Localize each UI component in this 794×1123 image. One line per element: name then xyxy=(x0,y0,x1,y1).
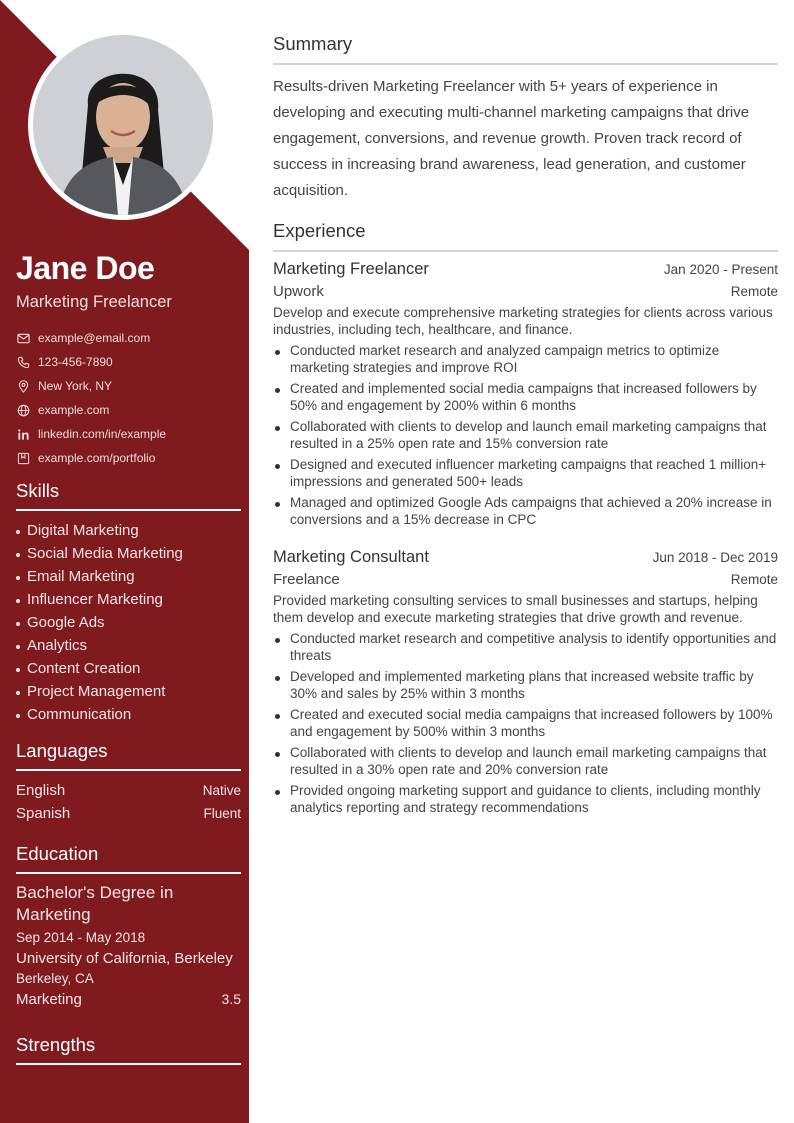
contact-email-text: example@email.com xyxy=(38,331,151,345)
language-level: Native xyxy=(202,783,241,798)
experience-entry xyxy=(273,548,778,820)
education-school: University of California, Berkeley xyxy=(16,950,233,967)
job-role: Marketing Consultant xyxy=(273,548,429,566)
job-description: Provided marketing consulting services to small businesses and startups, helping them develop and execute marketing strategies that drive growth and revenue. xyxy=(273,593,758,625)
job-bullet: Designed and executed influencer marketing campaigns that reached 1 million+ impressions and generated 500+ leads xyxy=(273,456,778,490)
education-location: Berkeley, CA xyxy=(16,971,94,986)
language-name: English xyxy=(16,782,66,799)
language-row xyxy=(16,779,241,802)
skills-heading: Skills xyxy=(16,480,241,511)
education-dates: Sep 2014 - May 2018 xyxy=(16,930,146,945)
language-row xyxy=(16,802,241,825)
job-location: Remote xyxy=(730,284,778,299)
education-degree: Bachelor's Degree in Marketing xyxy=(16,883,174,924)
job-bullet: Collaborated with clients to develop and launch email marketing campaigns that resulted in a 30% open rate and 20% conversion rate xyxy=(273,744,778,778)
summary-text: Results-driven Marketing Freelancer with 5+ years of experience in developing and executing multi-channel marketing campaigns that drive engagement, conversions, and revenue growth. Proven track record of success in increasing brand awareness, lead generation, and customer acquisition. xyxy=(273,78,750,199)
job-bullets xyxy=(273,342,778,528)
job-bullet: Created and implemented social media campaigns that increased followers by 50% and engagement by 200% within 6 months xyxy=(273,380,778,414)
languages-list xyxy=(16,779,241,825)
language-name: Spanish xyxy=(16,805,71,822)
education-heading: Education xyxy=(16,843,241,874)
contact-linkedin-text: linkedin.com/in/example xyxy=(38,427,167,441)
skill-item: Social Media Marketing xyxy=(16,542,241,565)
portfolio-icon xyxy=(16,451,30,465)
contact-portfolio-text: example.com/portfolio xyxy=(38,451,156,465)
job-bullet: Developed and implemented marketing plans that increased website traffic by 30% and sales by 25% within 3 months xyxy=(273,668,778,702)
contact-phone-text: 123-456-7890 xyxy=(38,355,113,369)
summary-heading: Summary xyxy=(273,33,778,65)
contact-website-text: example.com xyxy=(38,403,110,417)
experience-entry xyxy=(273,260,778,532)
language-level: Fluent xyxy=(203,806,241,821)
contact-email[interactable] xyxy=(16,326,241,350)
job-bullet: Created and executed social media campaigns that increased followers by 100% and engagement by 500% within 3 months xyxy=(273,706,778,740)
job-bullet: Managed and optimized Google Ads campaigns that achieved a 20% increase in conversions and a 15% decrease in CPC xyxy=(273,494,778,528)
mail-icon xyxy=(16,331,30,345)
education-gpa: 3.5 xyxy=(221,991,241,1007)
contact-location xyxy=(16,374,241,398)
skill-item: Google Ads xyxy=(16,611,241,634)
linkedin-icon xyxy=(16,427,30,441)
contact-linkedin[interactable] xyxy=(16,422,241,446)
job-company: Upwork xyxy=(273,283,324,300)
skill-item: Digital Marketing xyxy=(16,519,241,542)
skill-item: Email Marketing xyxy=(16,565,241,588)
job-dates: Jan 2020 - Present xyxy=(663,262,778,277)
education-field: Marketing xyxy=(16,991,82,1008)
job-bullet: Provided ongoing marketing support and guidance to clients, including monthly analytics reporting and strategy recommendations xyxy=(273,782,778,816)
job-description: Develop and execute comprehensive marketing strategies for clients across various industries, including tech, healthcare, and finance. xyxy=(273,305,773,337)
skill-item: Communication xyxy=(16,703,241,726)
contact-list xyxy=(16,326,241,470)
profile-photo xyxy=(33,35,213,215)
candidate-title: Marketing Freelancer xyxy=(16,293,172,311)
experience-heading: Experience xyxy=(273,220,778,252)
job-role: Marketing Freelancer xyxy=(273,260,429,278)
strengths-heading: Strengths xyxy=(16,1034,241,1065)
job-bullet: Conducted market research and competitive analysis to identify opportunities and threats xyxy=(273,630,778,664)
candidate-name: Jane Doe xyxy=(16,250,155,286)
phone-icon xyxy=(16,355,30,369)
skill-item: Analytics xyxy=(16,634,241,657)
skills-list xyxy=(16,519,241,726)
job-dates: Jun 2018 - Dec 2019 xyxy=(652,550,778,565)
location-icon xyxy=(16,379,30,393)
contact-portfolio[interactable] xyxy=(16,446,241,470)
languages-heading: Languages xyxy=(16,740,241,771)
job-bullet: Collaborated with clients to develop and launch email marketing campaigns that resulted in a 25% open rate and 15% conversion rate xyxy=(273,418,778,452)
job-company: Freelance xyxy=(273,571,340,588)
education-entry xyxy=(16,882,241,1008)
contact-phone[interactable] xyxy=(16,350,241,374)
contact-website[interactable] xyxy=(16,398,241,422)
skill-item: Influencer Marketing xyxy=(16,588,241,611)
job-bullet: Conducted market research and analyzed campaign metrics to optimize marketing strategies and improve ROI xyxy=(273,342,778,376)
job-location: Remote xyxy=(730,572,778,587)
skill-item: Project Management xyxy=(16,680,241,703)
job-bullets xyxy=(273,630,778,816)
skill-item: Content Creation xyxy=(16,657,241,680)
globe-icon xyxy=(16,403,30,417)
contact-location-text: New York, NY xyxy=(38,379,113,393)
education-field-row xyxy=(16,991,241,1008)
